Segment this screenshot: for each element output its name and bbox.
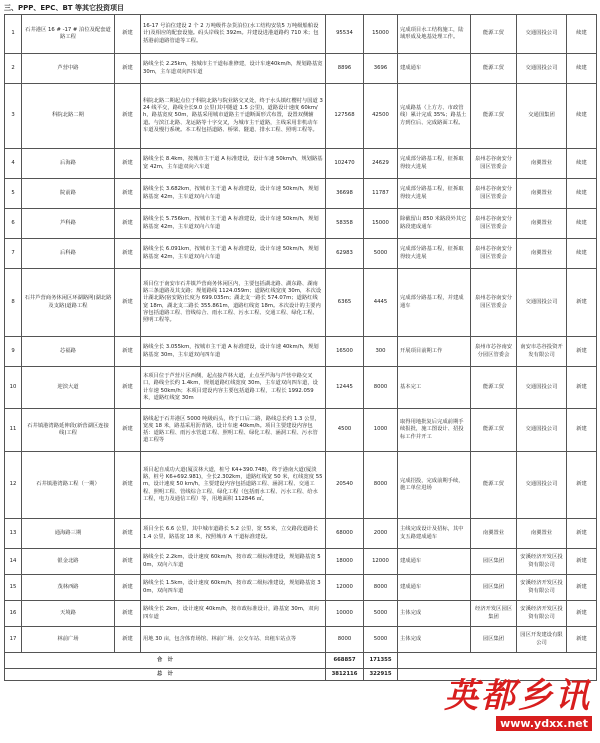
section-title: 三、PPP、EPC、BT 等其它投资项目 <box>4 4 124 12</box>
cell-plan: 42500 <box>364 84 398 149</box>
project-table <box>4 14 597 681</box>
cell-responsible: 交通国投公司 <box>517 452 567 519</box>
cell-name: 芦科路 <box>22 209 115 239</box>
cell-target: 主体完成 <box>398 627 471 653</box>
total-plan: 171355 <box>364 653 398 669</box>
cell-type: 新建 <box>115 269 141 337</box>
cell-responsible: 南安市芯谷投资开发有限公司 <box>517 337 567 367</box>
cell-type: 新建 <box>115 179 141 209</box>
cell-target: 完成部分路基工程，征拆取得较大进展 <box>398 239 471 269</box>
cell-content: 科院北路二期起点位于科院北路与院业路交叉处，终于水头镇红樱村与国道 324 线平交，路线全长9.0 公里(其中隧道 1.5 公里)，道路设计速度 60km/h，路基宽度 50m，路基采用城市道路主干道断面形式布置，设置双侧辅道。与滨江北路、龙运路等十字交叉，为城市主干道路，主线采用非机动车车道及慢行系统。本工程包括道路、桥梁、隧道、排水工程、照明工程等。 <box>141 84 326 149</box>
cell-plan: 2000 <box>364 519 398 549</box>
total-investment: 668857 <box>326 653 364 669</box>
cell-plan: 15000 <box>364 15 398 54</box>
total-plan: 322915 <box>364 669 398 681</box>
cell-target: 完成部分路基工程，征拆取得较大进展 <box>398 149 471 179</box>
cell-responsible: 南翼置业 <box>517 179 567 209</box>
cell-responsible: 交通国投公司 <box>517 15 567 54</box>
table-row <box>5 409 597 452</box>
cell-target: 完成招投，完成前期手续，施工单位进场 <box>398 452 471 519</box>
cell-responsible: 交通国投公司 <box>517 409 567 452</box>
cell-type: 新建 <box>115 149 141 179</box>
cell-target: 建成通车 <box>398 575 471 601</box>
table-row <box>5 452 597 519</box>
table-row <box>5 575 597 601</box>
cell-no: 8 <box>5 269 22 337</box>
cell-no: 4 <box>5 149 22 179</box>
table-row <box>5 601 597 627</box>
cell-content: 项目起自成功大道(厦贡林大道，桩号 K4+390.748)，终于港南大道(厦淡路，桩号 K6+692.981)，全长2.302km，道路红线宽 50 米，红线宽度 55m，设计速度 50 km/h，主要建设内容包括道路工程、涵洞工程、交通工程、照明工程、管线综合工程、绿化工程（包括雨水工程、污水工程、给水工程，电力及通信工程）等，用地面积 112846 ㎡。 <box>141 452 326 519</box>
table-row <box>5 519 597 549</box>
cell-content: 用地 30 亩，包含体育场馆、林前广场、公交车站、出租车站点等 <box>141 627 326 653</box>
cell-name: 天境路 <box>22 601 115 627</box>
site-watermark <box>444 668 598 743</box>
cell-investment: 20540 <box>326 452 364 519</box>
table-row <box>5 84 597 149</box>
cell-no: 14 <box>5 549 22 575</box>
cell-no: 17 <box>5 627 22 653</box>
cell-type: 新建 <box>115 209 141 239</box>
cell-type: 新建 <box>115 519 141 549</box>
table-row <box>5 179 597 209</box>
cell-status: 新建 <box>567 337 597 367</box>
cell-name: 科院北路二期 <box>22 84 115 149</box>
table-row <box>5 367 597 409</box>
cell-investment: 12000 <box>326 575 364 601</box>
cell-status: 续建 <box>567 149 597 179</box>
cell-target: 完成路基（上方方、市政管线）累计完成 35%；路基土方到位后、完成路面工程。 <box>398 84 471 149</box>
cell-content: 路线全长 3.055km，按城市主干道 A 标准建设，设计车速 40km/h，规划路基宽 30m，主车道双向四车道 <box>141 337 326 367</box>
cell-owner: 能源工贸 <box>471 15 517 54</box>
cell-name: 通海路三期 <box>22 519 115 549</box>
cell-owner: 泉州市芯谷南安分园区管委会 <box>471 337 517 367</box>
cell-investment: 8000 <box>326 627 364 653</box>
table-row <box>5 627 597 653</box>
cell-responsible: 安溪经济开发区投资有限公司 <box>517 549 567 575</box>
cell-content: 路线全长 3.682km，按城市主干道 A 标准建设，设计车速 50km/h，规划路基宽 42m，主车道双向六车道 <box>141 179 326 209</box>
cell-plan: 4445 <box>364 269 398 337</box>
cell-content: 本项目位于芦营片区西侧，起点接芦林大道，止点至芦海与芦营中路交叉口，路线全长约 1.4km，规划道路红线宽度 30m，主车道双向四车道，设计车速 50km/h；本项目建设内容主要包括道路工程，工程长 1992.059 米，道路红线宽 30m <box>141 367 326 409</box>
cell-plan: 24629 <box>364 149 398 179</box>
cell-investment: 127568 <box>326 84 364 149</box>
cell-content: 路线全长 1.5km，设计速度 60km/h，按市政二级标准建设，规划路基宽 30m，双向四车道 <box>141 575 326 601</box>
cell-status: 新建 <box>567 549 597 575</box>
cell-owner: 泉州芯谷南安分园区管委会 <box>471 149 517 179</box>
cell-name: 后科路 <box>22 239 115 269</box>
cell-target: 建成通车 <box>398 54 471 84</box>
cell-name: 林前广场 <box>22 627 115 653</box>
cell-name: 芯福路 <box>22 337 115 367</box>
cell-plan: 11787 <box>364 179 398 209</box>
cell-type: 新建 <box>115 549 141 575</box>
total-investment: 3812116 <box>326 669 364 681</box>
cell-status: 续建 <box>567 15 597 54</box>
cell-name: 后海路 <box>22 149 115 179</box>
cell-investment: 16500 <box>326 337 364 367</box>
cell-type: 新建 <box>115 337 141 367</box>
cell-no: 6 <box>5 209 22 239</box>
cell-no: 15 <box>5 575 22 601</box>
cell-target: 取得用地批复后完成前期手续报批，施工图设计、招投标工作并开工 <box>398 409 471 452</box>
cell-owner: 泉州芯谷南安分园区管委会 <box>471 239 517 269</box>
cell-content: 路线全长 6.091km，按城市主干道 A 标准建设，设计车速 50km/h，规划路基宽 42m，主车道双向六车道 <box>141 239 326 269</box>
cell-owner: 能源工贸 <box>471 54 517 84</box>
cell-type: 新建 <box>115 84 141 149</box>
cell-no: 10 <box>5 367 22 409</box>
cell-content: 路线全长 5.756km，按城市主干道 A 标准建设，设计车速 50km/h，规划路基宽 42m，主车道双向六车道 <box>141 209 326 239</box>
cell-investment: 68000 <box>326 519 364 549</box>
cell-responsible: 交通国集团 <box>517 84 567 149</box>
cell-plan: 5000 <box>364 239 398 269</box>
cell-investment: 12445 <box>326 367 364 409</box>
cell-status: 新建 <box>567 519 597 549</box>
cell-responsible: 交通国投公司 <box>517 269 567 337</box>
cell-responsible: 安溪经济开发区投资有限公司 <box>517 601 567 627</box>
cell-owner: 经济开发区园区集团 <box>471 601 517 627</box>
cell-plan: 3696 <box>364 54 398 84</box>
cell-no: 7 <box>5 239 22 269</box>
cell-no: 11 <box>5 409 22 452</box>
cell-content: 项目全长 6.6 公里，其中城市道路长 5.2 公里，宽 55米，立交路段道路长 1.4 公里，路基宽 18 米，按照城市 A 干道标准建设。 <box>141 519 326 549</box>
cell-status: 续建 <box>567 239 597 269</box>
cell-status: 新建 <box>567 367 597 409</box>
cell-responsible: 南翼置业 <box>517 149 567 179</box>
cell-type: 新建 <box>115 601 141 627</box>
cell-target: 基本完工 <box>398 367 471 409</box>
cell-investment: 102470 <box>326 149 364 179</box>
cell-owner: 能源工贸 <box>471 409 517 452</box>
cell-type: 新建 <box>115 239 141 269</box>
cell-status: 新建 <box>567 269 597 337</box>
cell-responsible: 南翼置业 <box>517 239 567 269</box>
table-row <box>5 549 597 575</box>
cell-plan: 15000 <box>364 209 398 239</box>
cell-status: 新建 <box>567 409 597 452</box>
cell-target: 建成通车 <box>398 549 471 575</box>
cell-status: 续建 <box>567 54 597 84</box>
cell-investment: 62983 <box>326 239 364 269</box>
cell-type: 新建 <box>115 627 141 653</box>
cell-owner: 园区集团 <box>471 627 517 653</box>
cell-type: 新建 <box>115 452 141 519</box>
cell-name: 石井镇港湾路延伸段(新营湖区连接线)工程 <box>22 409 115 452</box>
watermark-url: www.ydxx.net <box>496 716 592 731</box>
cell-owner: 能源工贸 <box>471 367 517 409</box>
table-row <box>5 54 597 84</box>
table-row <box>5 149 597 179</box>
cell-plan: 8000 <box>364 575 398 601</box>
cell-investment: 36698 <box>326 179 364 209</box>
cell-owner: 泉州芯谷南安分园区管委会 <box>471 179 517 209</box>
cell-no: 5 <box>5 179 22 209</box>
cell-name: 芦营中路 <box>22 54 115 84</box>
cell-no: 1 <box>5 15 22 54</box>
cell-type: 新建 <box>115 409 141 452</box>
cell-name: 迎滨大道 <box>22 367 115 409</box>
empty-cell <box>398 653 597 669</box>
cell-owner: 园区集团 <box>471 575 517 601</box>
cell-plan: 8000 <box>364 367 398 409</box>
cell-investment: 58358 <box>326 209 364 239</box>
cell-owner: 能源工贸 <box>471 452 517 519</box>
cell-no: 13 <box>5 519 22 549</box>
cell-no: 2 <box>5 54 22 84</box>
cell-responsible: 交通国投公司 <box>517 367 567 409</box>
cell-responsible: 南翼置业 <box>517 209 567 239</box>
total-label: 合 计 <box>5 653 326 669</box>
cell-status: 续建 <box>567 84 597 149</box>
cell-status: 新建 <box>567 601 597 627</box>
cell-status: 新建 <box>567 575 597 601</box>
cell-target: 完成部分路基工程，并建成通车 <box>398 269 471 337</box>
table-row <box>5 269 597 337</box>
cell-content: 项目位于南安市石井镇芦营商务休闲区内，主要包括湖北路、湖东路、湖南路三条道路及其支路；规划路线 1124.059m；道路红线宽度 30m，本次设计湖北路(宿安路)长度为 699.035m；湖北支一路长 574.07m；道路红线宽 18m，湖北支二路长 355.861m，道路红线宽 18m。本次设计的主要内容包括道路工程、管线综合、雨水工程、污水工程、交通工程、绿化工程、照明工程等。 <box>141 269 326 337</box>
cell-target: 完成项目水工结构施工，陆域形成及地基处理工作。 <box>398 15 471 54</box>
cell-content: 路线全长 8.4km，按城市主干道 A 标准建设，设计车速 50km/h，规划路基宽 42m，主车道双向六车道 <box>141 149 326 179</box>
table-row <box>5 209 597 239</box>
cell-target: 除截留山 850 米路段外其它路段建成通车 <box>398 209 471 239</box>
cell-owner: 泉州芯谷南安分园区管委会 <box>471 269 517 337</box>
cell-investment: 18000 <box>326 549 364 575</box>
cell-type: 新建 <box>115 54 141 84</box>
cell-content: 路线全长 2km，设计速度 40km/h，按市政标准设计，路基宽 30m，双向四车道 <box>141 601 326 627</box>
cell-responsible: 园区开发建设有限公司 <box>517 627 567 653</box>
cell-name: 石井港区 16 # -17 # 泊位及配套道路工程 <box>22 15 115 54</box>
cell-status: 新建 <box>567 627 597 653</box>
cell-owner: 泉州芯谷南安分园区管委会 <box>471 209 517 239</box>
cell-name: 院前路 <box>22 179 115 209</box>
cell-name: 石井芦营商务休闲区环湖路网(湖北路及支路)道路工程 <box>22 269 115 337</box>
cell-content: 16-17 号泊位建设 2 个 2 万吨级件杂货泊位(水工结构安装5 万吨级船舶设计)及相应的配套设施。码头岸线长 392m。并建设进港道路约 710 米；包括港前道路管道等工程。 <box>141 15 326 54</box>
cell-responsible: 交通国投公司 <box>517 54 567 84</box>
cell-owner: 能源工贸 <box>471 84 517 149</box>
cell-investment: 10000 <box>326 601 364 627</box>
cell-content: 路线全长 2.25km，按城市主干道标准修建，设计车速40km/h，规划路基宽 30m，主车道双向四车道 <box>141 54 326 84</box>
cell-plan: 5000 <box>364 627 398 653</box>
cell-responsible: 南翼置业 <box>517 519 567 549</box>
cell-content: 路线全长 2.2km，设计速度 60km/h，按市政二级标准建设，规划路基宽 50m，双向六车道 <box>141 549 326 575</box>
cell-type: 新建 <box>115 575 141 601</box>
cell-no: 12 <box>5 452 22 519</box>
cell-no: 9 <box>5 337 22 367</box>
cell-investment: 4500 <box>326 409 364 452</box>
cell-target: 开展项目前期工作 <box>398 337 471 367</box>
cell-no: 3 <box>5 84 22 149</box>
cell-target: 主线完成设计及招标，其中支五路建成通车 <box>398 519 471 549</box>
cell-investment: 8896 <box>326 54 364 84</box>
table-row <box>5 239 597 269</box>
cell-target: 完成部分路基工程，征拆取得较大进展 <box>398 179 471 209</box>
cell-type: 新建 <box>115 367 141 409</box>
cell-plan: 300 <box>364 337 398 367</box>
cell-status: 续建 <box>567 209 597 239</box>
cell-investment: 6365 <box>326 269 364 337</box>
cell-plan: 1000 <box>364 409 398 452</box>
cell-investment: 95534 <box>326 15 364 54</box>
cell-name: 石井镇港湾路工程（一期） <box>22 452 115 519</box>
cell-plan: 12000 <box>364 549 398 575</box>
cell-owner: 南翼置业 <box>471 519 517 549</box>
cell-name: 银金北路 <box>22 549 115 575</box>
watermark-logo-text: 英都乡讯 <box>444 676 592 716</box>
cell-name: 茂林西路 <box>22 575 115 601</box>
cell-target: 主体完成 <box>398 601 471 627</box>
cell-no: 16 <box>5 601 22 627</box>
cell-status: 新建 <box>567 452 597 519</box>
cell-responsible: 安溪经济开发区投资有限公司 <box>517 575 567 601</box>
table-row <box>5 337 597 367</box>
cell-plan: 8000 <box>364 452 398 519</box>
cell-owner: 园区集团 <box>471 549 517 575</box>
cell-type: 新建 <box>115 15 141 54</box>
total-label: 总 计 <box>5 669 326 681</box>
subtotal-row <box>5 653 597 669</box>
cell-plan: 5000 <box>364 601 398 627</box>
cell-content: 路线起于石井港区 5000 吨级码头，终于口后二路，路线总长约 1.3 公里，宽度 18 米，路基采用沥青路，设计车速 40km/h。项目主要建设内容包括：道路工程、雨污水管道工程、照明工程、绿化工程、涵洞工程、污水管道工程等 <box>141 409 326 452</box>
cell-status: 续建 <box>567 179 597 209</box>
table-row <box>5 15 597 54</box>
